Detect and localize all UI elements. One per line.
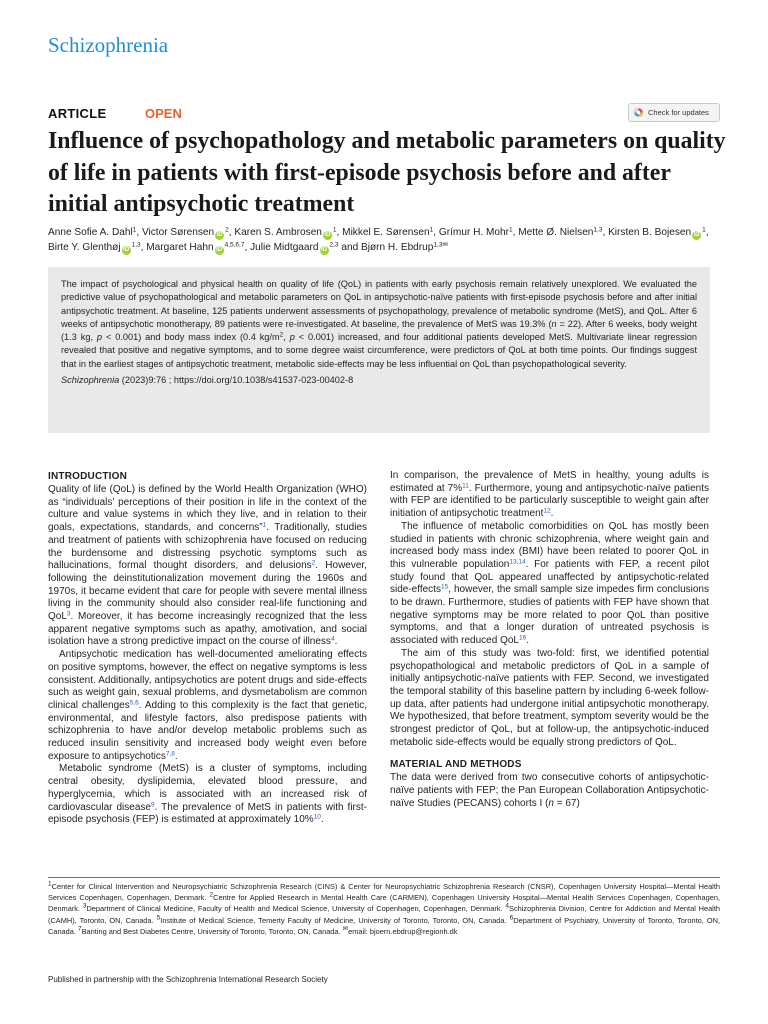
article-type-label: ARTICLE xyxy=(48,106,107,121)
methods-heading: MATERIAL AND METHODS xyxy=(390,759,522,771)
partnership-line: Published in partnership with the Schizophrenia International Research Society xyxy=(48,975,328,984)
intro-paragraph-3: Metabolic syndrome (MetS) is a cluster of symptoms, including central obesity, dyslipidemia, elevated blood pressure, and hyperglycemia, which is associated with an increased risk of cardiovascular disease$^9$. The prevalence of MetS in patients with first-episode psychosis (FEP) is estimated at approximately 10%$^{10}$. xyxy=(48,763,367,826)
author-affiliation-sup: 1,3 xyxy=(593,226,603,234)
author-affiliation-sup: 2 xyxy=(225,226,229,234)
author-name: Birte Y. Glenthøj xyxy=(48,242,121,253)
author-name: Grímur H. Mohr xyxy=(438,227,510,238)
author-affiliation-sup: 1 xyxy=(702,226,706,234)
intro-paragraph-1: Quality of life (QoL) is defined by the World Health Organization (WHO) as “individuals’ perceptions of their position in life in the context of the culture and value systems in which they live, and in relation to their goals, expectations, standards, and concerns”$^1$. Traditionally, studies and treatment of patients with schizophrenia have focused on reducing the burdensome and distressing psychotic symptoms such as hallucinations, formal thought disorders, and delusions$^2$. However, following the deinstitutionalization movement during the 1960s and 1970s, it became evident that care for people with severe mental illness living in the community should also consider real-life functioning and QoL$^3$. Moreover, it has become increasingly recognized that the less apparent negative symptoms such as apathy, amotivation, and social isolation have a strong predictive impact on the course of illness$^4$. xyxy=(48,484,367,648)
intro-paragraph-2: Antipsychotic medication has well-documented ameliorating effects on positive symptoms, however, the effect on negative symptoms is less consistent. Additionally, antipsychotics are potent drugs and side-effects such as weight gain, sexual problems, and dysmetabolism are common clinical challenges$^{5,6}$. Adding to this complexity is the fact that genetic, environmental, and lifestyle factors, also predispose patients with schizophrenia to have and/or develop metabolic problems such as reduced insulin sensitivity and increased body weight even before exposure to antipsychotics$^{7,8}$. xyxy=(48,649,368,762)
orcid-icon[interactable]: iD xyxy=(123,247,130,253)
author-name: Anne Sofie A. Dahl xyxy=(48,227,133,238)
orcid-icon[interactable]: iD xyxy=(693,232,700,238)
orcid-icon[interactable]: iD xyxy=(216,232,223,238)
author-name: Bjørn H. Ebdrup xyxy=(361,242,434,253)
intro-paragraph-4: In comparison, the prevalence of MetS in healthy, young adults is estimated at 7%$^{11}$. Furthermore, young and antipsychotic-naïve patients with FEP are identified to be particularly susceptible to weight gain after initiation of antipsychotic treatment$^{12}$. xyxy=(390,470,709,520)
author-affiliation-sup: 1 xyxy=(509,226,513,234)
author-name: Victor Sørensen xyxy=(141,227,215,238)
author-name: Margaret Hahn xyxy=(146,242,214,253)
author-name: Kirsten B. Bojesen xyxy=(608,227,692,238)
citation-journal: Schizophrenia xyxy=(61,375,120,386)
introduction-heading: INTRODUCTION xyxy=(48,471,128,482)
abstract-text: The impact of psychological and physical health on quality of life (QoL) in patients with early psychosis remain relatively unexplored. We evaluated the predictive value of psychopathological and metabolic parameters on QoL in antipsychotic-naïve patients with first-episode psychosis before and after initial antipsychotic treatment. At baseline, 125 patients underwent assessments of psychopathology, prevalence of metabolic syndrome (MetS), and QoL. After 6 weeks of antipsychotic monotherapy, 89 patients were re-investigated. At baseline, the prevalence of MetS was 19.3% (n = 22). After 6 weeks, body weight (1.3 kg, p < 0.001) and body mass index (0.4 $kg/m^2$, p < 0.001) increased, and four additional patients developed MetS. Multivariate linear regression revealed that positive and negative symptoms, and to some degree waist circumference, were predictors of QoL at both time points. Our findings suggest that in the earliest stages of antipsychotic treatment, metabolic side-effects may be less influential on QoL than psychopathological severity. xyxy=(61,279,697,369)
left-column xyxy=(48,470,367,827)
author-affiliation-sup: 4,5,6,7 xyxy=(224,241,245,249)
author-name: Mikkel E. Sørensen xyxy=(342,227,430,238)
author-name: Mette Ø. Nielsen xyxy=(518,227,594,238)
open-access-label: OPEN xyxy=(145,106,182,121)
affiliations-footnote: $^1$Center for Clinical Intervention and Neuropsychiatric Schizophrenia Research (CINS) & Center for Neuropsychiatric Schizophrenia Research (CNSR), Copenhagen University Hospital—Mental Health Services Copenhagen, Copenhagen, Denmark. $^2$Centre for Applied Research in Mental Health Care (CARMEN), Copenhagen University Hospital—Mental Health Services Copenhagen, Copenhagen, Denmark. $^3$Department of Clinical Medicine, Faculty of Health and Medical Science, University of Copenhagen, Copenhagen, Denmark. $^4$Schizophrenia Division, Centre for Addiction and Mental Health (CAMH), Toronto, ON, Canada. $^5$Institute of Medical Science, Temerty Faculty of Medicine, University of Toronto, Toronto, ON, Canada. $^6$Department of Psychiatry, University of Toronto, Toronto, ON, Canada. $^7$Banting and Best Diabetes Centre, University of Toronto, Toronto, ON, Canada. ✉email: bjoern.ebdrup@regionh.dk xyxy=(48,880,720,936)
author-name: Julie Midtgaard xyxy=(250,242,319,253)
author-affiliation-sup: 1 xyxy=(332,226,337,234)
journal-name[interactable]: Schizophrenia xyxy=(48,33,169,57)
intro-paragraph-6: The aim of this study was two-fold: first, we identified potential psychopathological and metabolic predictors of QoL in a sample of initially antipsychotic-naïve patients with FEP. Second, we investigated the temporal stability of this baseline pattern by including 6-week follow-up data, after patients had undergone initial antipsychotic monotherapy. We hypothesized, that before treatment, symptom severity would be the strongest predictor of QoL, but at follow-up, the antipsychotic-induced metabolic side-effects would be equally strong predictors of QoL. xyxy=(390,647,709,748)
citation-doi[interactable]: (2023)9:76 ; https://doi.org/10.1038/s41537-023-00402-8 xyxy=(121,375,354,386)
article-title: Influence of psychopathology and metabolic parameters on quality of life in patients with first-episode psychosis before and after initial antipsychotic treatment xyxy=(48,128,726,217)
author-affiliation-sup: 2,3 xyxy=(329,241,339,249)
orcid-icon[interactable]: iD xyxy=(324,232,331,238)
author-affiliation-sup: 1 xyxy=(132,226,137,234)
intro-paragraph-5: The influence of metabolic comorbidities on QoL has mostly been studied in patients with chronic schizophrenia, where weight gain and increased body mass index (BMI) have been related to poorer QoL in this vulnerable population$^{13,14}$. For patients with FEP, a recent pilot study found that QoL appeared unaffected by antipsychotic-related side-effects$^{15}$, however, the small sample size impedes firm conclusions to be drawn. Furthermore, studies of patients with FEP have shown that negative symptoms may be more related to poor QoL than positive symptoms, and that a longer duration of untreated psychosis is associated with reduced QoL$^{16}$. xyxy=(390,520,710,647)
abstract-box xyxy=(48,267,710,433)
author-affiliation-sup: 1 xyxy=(429,226,434,234)
methods-paragraph-1: The data were derived from two consecutive cohorts of antipsychotic-naïve patients with FEP; the Pan European Collaboration Antipsychotic-naïve Studies (PECANS) cohorts I (n = 67) xyxy=(390,772,709,809)
crossmark-icon xyxy=(633,107,644,118)
footnote-rule xyxy=(48,877,720,878)
citation-line xyxy=(61,375,697,385)
check-for-updates-label: Check for updates xyxy=(648,108,709,117)
author-name: Karen S. Ambrosen xyxy=(234,227,322,238)
author-affiliation-sup: 1,3✉ xyxy=(433,241,448,249)
author-affiliation-sup: 1,3 xyxy=(131,241,141,249)
right-column xyxy=(390,470,709,811)
orcid-icon[interactable]: iD xyxy=(216,247,223,253)
check-for-updates-button[interactable] xyxy=(628,103,720,122)
article-header xyxy=(48,106,720,126)
orcid-icon[interactable]: iD xyxy=(321,247,328,253)
author-list: Anne Sofie A. Dahl$^1$, Victor Sørensen $iD^2$, Karen S. Ambrosen $iD^1$, Mikkel E. Sørensen$^1$, Grímur H. Mohr$^1$, Mette Ø. Nielsen$^{1,3}$, Kirsten B. Bojesen $iD^1$, Birte Y. Glenthøj iD$^{1,3}$, Margaret Hahn iD$^{4,5,6,7}$, Julie Midtgaard iD$^{2,3}$ and Bjørn H. Ebdrup$^{1,3✉}$ xyxy=(48,226,709,253)
